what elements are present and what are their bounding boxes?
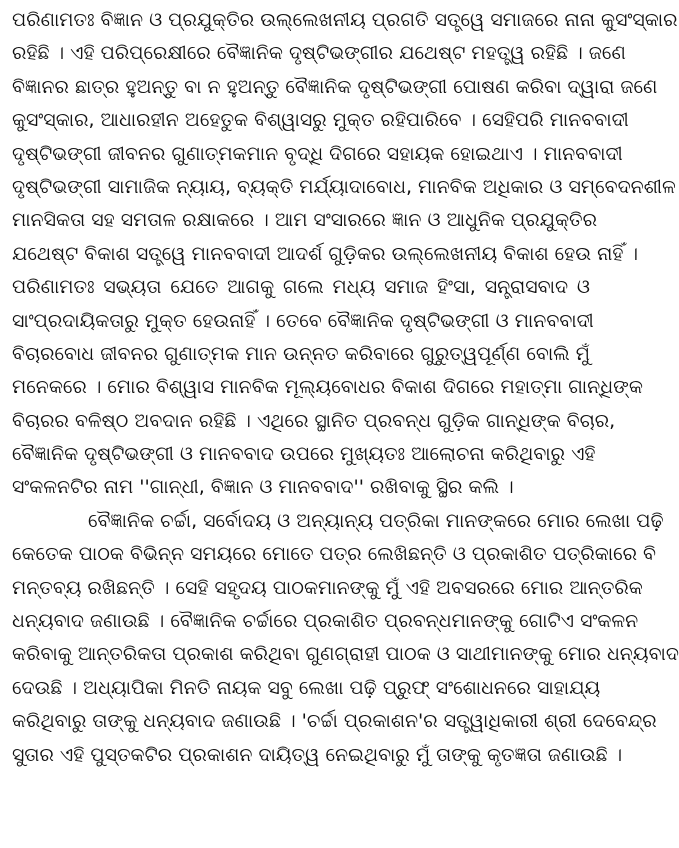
paragraph-end-line: ସଂକଳନଟିର ନାମ ''ଗାନ୍ଧୀ, ବିଜ୍ଞାନ ଓ ମାନବବାଦ'' ରଖିବାକୁ ସ୍ଥିର କଲି ।	[12, 476, 514, 499]
text-line: ଯଥେଷ୍ଟ ବିକାଶ ସତ୍ତ୍ୱେ ମାନବବାଦୀ ଆଦର୍ଶ ଗୁଡ଼ିକର ଉଲ୍ଲେଖନୀୟ ବିକାଶ ହେଉ ନାହିଁ ।	[12, 242, 639, 265]
text-line: କେତେକ ପାଠକ ବିଭିନ୍ନ ସମୟରେ ମୋତେ ପତ୍ର ଲେଖିଛନ୍ତି ଓ ପ୍ରକାଶିତ ପତ୍ରିକାରେ ବି	[12, 543, 657, 566]
text-line: କରିବାକୁ ଆନ୍ତରିକତା ପ୍ରକାଶ କରିଥିବା ଗୁଣଗ୍ରାହୀ ପାଠକ ଓ ସାଥୀମାନଙ୍କୁ ମୋର ଧନ୍ୟବାଦ	[12, 643, 679, 666]
text-line: ବୈଜ୍ଞାନିକ ଦୃଷ୍ଟିଭଙ୍ଗୀ ଓ ମାନବବାଦ ଉପରେ ମୁଖ୍ୟତଃ ଆଲୋଚନା କରିଥିବାରୁ ଏହି	[12, 443, 596, 466]
text-line: ସାଂପ୍ରଦାୟିକତାରୁ ମୁକ୍ତ ହେଉନାହିଁ । ତେବେ ବୈଜ୍ଞାନିକ ଦୃଷ୍ଟିଭଙ୍ଗୀ ଓ ମାନବବାଦୀ	[12, 309, 594, 332]
text-line: ବିଚାରର ବଳିଷ୍ଠ ଅବଦାନ ରହିଛି । ଏଥିରେ ସ୍ଥାନିତ ପ୍ରବନ୍ଧ ଗୁଡ଼ିକ ଗାନ୍ଧିଙ୍କ ବିଚାର,	[12, 409, 616, 432]
text-line: ଦୃଷ୍ଟିଭଙ୍ଗୀ ସାମାଜିକ ନ୍ୟାୟ, ବ୍ୟକ୍ତି ମର୍ଯ୍ୟାଦାବୋଧ, ମାନବିକ ଅଧିକାର ଓ ସମ୍ବେଦନଶୀଳ	[12, 175, 676, 198]
paragraph-start-line: ବୈଜ୍ଞାନିକ ଚର୍ଚ୍ଚା, ସର୍ବୋଦୟ ଓ ଅନ୍ୟାନ୍ୟ ପତ୍ରିକା ମାନଙ୍କରେ ମୋର ଲେଖା ପଢ଼ି	[88, 509, 664, 532]
text-line: ପରିଣାମତଃ ବିଜ୍ଞାନ ଓ ପ୍ରଯୁକ୍ତିର ଉଲ୍ଲେଖନୀୟ ପ୍ରଗତି ସତ୍ତ୍ୱେ ସମାଜରେ ନାନା କୁସଂସ୍କାର	[12, 9, 678, 31]
text-line: ବିଚାରବୋଧ ଜୀବନର ଗୁଣାତ୍ମକ ମାନ ଉନ୍ନତ କରିବାରେ ଗୁରୁତ୍ୱପୂର୍ଣ୍ଣ ବୋଲି ମୁଁ	[12, 342, 590, 365]
text-line: ମନ୍ତବ୍ୟ ରଖିଛନ୍ତି । ସେହି ସହୃଦୟ ପାଠକମାନଙ୍କୁ ମୁଁ ଏହି ଅବସରରେ ମୋର ଆନ୍ତରିକ	[12, 576, 643, 599]
text-line: ମନେକରେ । ମୋର ବିଶ୍ୱାସ ମାନବିକ ମୂଲ୍ୟବୋଧର ବିକାଶ ଦିଗରେ ମହାତ୍ମା ଗାନ୍ଧିଙ୍କ	[12, 376, 643, 399]
text-line: ରହିଛି । ଏହି ପରିପ୍ରେକ୍ଷୀରେ ବୈଜ୍ଞାନିକ ଦୃଷ୍ଟିଭଙ୍ଗୀର ଯଥେଷ୍ଟ ମହତ୍ତ୍ୱ ରହିଛି । ଜଣେ	[12, 42, 626, 65]
document-page	[12, 4, 679, 844]
text-line: ମାନସିକତା ସହ ସମତାଳ ରକ୍ଷାକରେ । ଆମ ସଂସାରରେ ଜ୍ଞାନ ଓ ଆଧୁନିକ ପ୍ରଯୁକ୍ତିର	[12, 209, 598, 232]
text-line: କରିଥିବାରୁ ତାଙ୍କୁ ଧନ୍ୟବାଦ ଜଣାଉଛି । 'ଚର୍ଚ୍ଚା ପ୍ରକାଶନ'ର ସତ୍ତ୍ୱାଧିକାରୀ ଶ୍ରୀ ଦେବେନ୍ଦ୍ର	[12, 710, 657, 733]
text-line: ଧନ୍ୟବାଦ ଜଣାଉଛି । ବୈଜ୍ଞାନିକ ଚର୍ଚ୍ଚାରେ ପ୍ରକାଶିତ ପ୍ରବନ୍ଧମାନଙ୍କୁ ଗୋଟିଏ ସଂକଳନ	[12, 610, 639, 633]
text-line: ପରିଣାମତଃ ସଭ୍ୟତା ଯେତେ ଆଗକୁ ଗଲେ ମଧ୍ୟ ସମାଜ ହିଂସା, ସନ୍ତ୍ରାସବାଦ ଓ	[12, 276, 590, 299]
text-line: ବିଜ୍ଞାନର ଛାତ୍ର ହୁଅନ୍ତୁ ବା ନ ହୁଅନ୍ତୁ ବୈଜ୍ଞାନିକ ଦୃଷ୍ଟିଭଙ୍ଗୀ ପୋଷଣ କରିବା ଦ୍ୱାରା ଜଣେ	[12, 75, 658, 98]
text-line: ଦୃଷ୍ଟିଭଙ୍ଗୀ ଜୀବନର ଗୁଣାତ୍ମକମାନ ବୃଦ୍ଧି ଦିଗରେ ସହାୟକ ହୋଇଥାଏ । ମାନବବାଦୀ	[12, 142, 623, 165]
text-line: ସୁତାର ଏହି ପୁସ୍ତକଟିର ପ୍ରକାଶନ ଦାୟିତ୍ୱ ନେଇଥିବାରୁ ମୁଁ ତାଙ୍କୁ କୃତଜ୍ଞତା ଜଣାଉଛି ।	[12, 743, 623, 766]
text-line: କୁସଂସ୍କାର, ଆଧାରହୀନ ଅହେତୁକ ବିଶ୍ୱାସରୁ ମୁକ୍ତ ରହିପାରିବେ । ସେହିପରି ମାନବବାଦୀ	[12, 109, 629, 132]
text-line: ଦେଉଛି । ଅଧ୍ୟାପିକା ମିନତି ନାୟକ ସବୁ ଲେଖା ପଢ଼ି ପ୍ରୁଫ୍ ସଂଶୋଧନରେ ସାହାଯ୍ୟ	[12, 676, 601, 699]
